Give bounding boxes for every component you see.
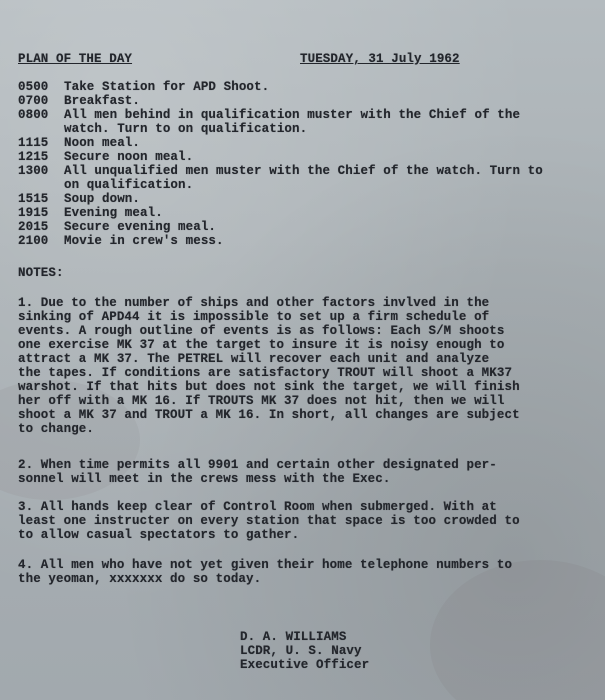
signature-title: Executive Officer [240, 658, 370, 672]
schedule-row [18, 108, 583, 136]
schedule-time: 2015 [18, 220, 49, 234]
schedule-time: 2100 [18, 234, 49, 248]
note-2: 2. When time permits all 9901 and certain other designated per- sonnel will meet in the crews mess with the Exec. [18, 458, 497, 486]
schedule-time: 0500 [18, 80, 49, 94]
schedule-event: Noon meal. [64, 136, 141, 150]
schedule-time: 0800 [18, 108, 49, 122]
signature-name: D. A. WILLIAMS [240, 630, 347, 644]
schedule-event: Soup down. [64, 192, 141, 206]
schedule-event: All men behind in qualification muster with the Chief of the watch. Turn to on qualification. [64, 108, 521, 136]
schedule-time: 1300 [18, 164, 49, 178]
notes-heading: NOTES: [18, 266, 64, 280]
schedule-time: 1115 [18, 136, 49, 150]
schedule-event: Movie in crew's mess. [64, 234, 224, 248]
schedule-event: Breakfast. [64, 94, 141, 108]
document-date: TUESDAY, 31 July 1962 [300, 52, 460, 66]
schedule-row [18, 206, 583, 220]
schedule-event: Take Station for APD Shoot. [64, 80, 270, 94]
schedule-list [18, 80, 583, 248]
schedule-time: 1515 [18, 192, 49, 206]
note-3: 3. All hands keep clear of Control Room when submerged. With at least one instructer on every station that space is too crowded to to allow casual spectators to gather. [18, 500, 520, 542]
schedule-row [18, 220, 583, 234]
note-4: 4. All men who have not yet given their home telephone numbers to the yeoman, xxxxxxx do so today. [18, 558, 513, 586]
schedule-time: 1915 [18, 206, 49, 220]
schedule-row [18, 192, 583, 206]
schedule-row [18, 94, 583, 108]
note-1: 1. Due to the number of ships and other factors invlved in the sinking of APD44 it is impossible to set up a firm schedule of events. A rough outline of events is as follows: Each S/M shoots one exercise MK 37 at the target to insure it is noisy enough to attract a MK 37. The PETREL will recover each unit and analyze the tapes. If conditions are satisfactory TROUT will shoot a MK37 warshot. If that hits but does not sink the target, we will finish her off with a MK 16. If TROUTS MK 37 does not hit, then we will shoot a MK 37 and TROUT a MK 16. In short, all changes are subject to change. [18, 296, 520, 436]
schedule-time: 1215 [18, 150, 49, 164]
schedule-row [18, 234, 583, 248]
document-header [18, 52, 468, 68]
signature-block [240, 630, 440, 672]
schedule-event: Evening meal. [64, 206, 163, 220]
schedule-row [18, 150, 583, 164]
schedule-event: Secure noon meal. [64, 150, 194, 164]
schedule-row [18, 164, 583, 192]
schedule-row [18, 136, 583, 150]
schedule-row [18, 80, 583, 94]
schedule-time: 0700 [18, 94, 49, 108]
schedule-event: All unqualified men muster with the Chief of the watch. Turn to on qualification. [64, 164, 543, 192]
document-title: PLAN OF THE DAY [18, 52, 133, 66]
signature-rank: LCDR, U. S. Navy [240, 644, 362, 658]
schedule-event: Secure evening meal. [64, 220, 217, 234]
